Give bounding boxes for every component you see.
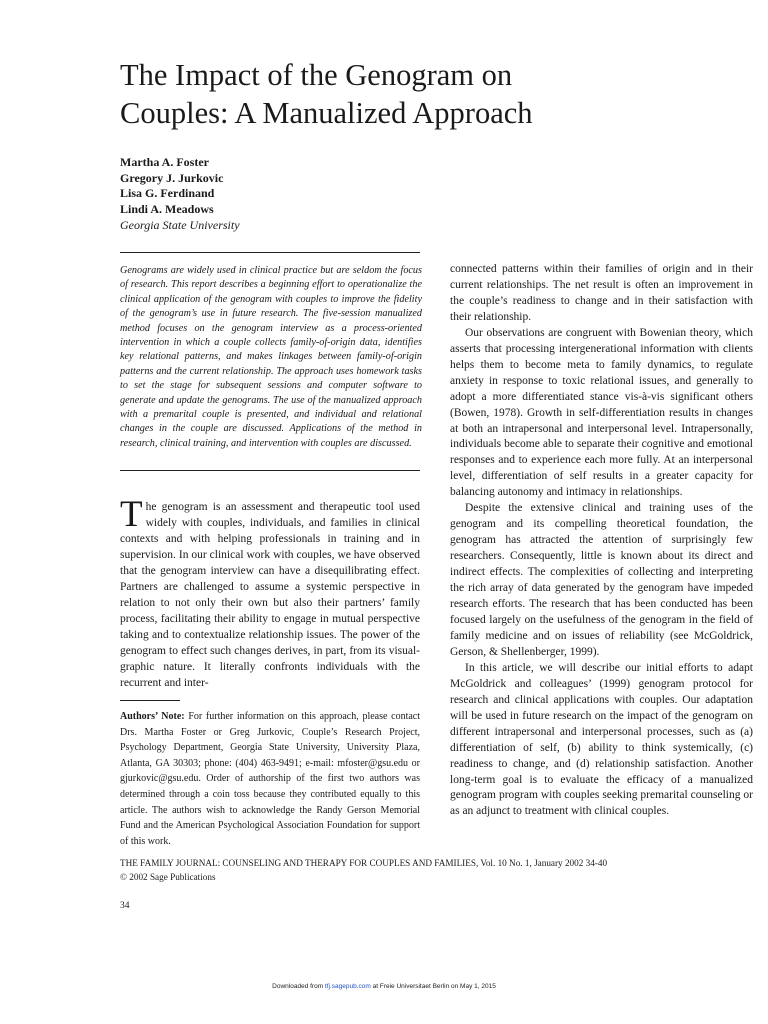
page-number: 34 bbox=[120, 901, 130, 911]
abstract-bottom-rule bbox=[120, 470, 420, 471]
paragraph: Our observations are congruent with Bowenian theory, which asserts that processing intergenerational information with clients helps them to become meta to family dynamics, to regulate anxiety in response to toxic relational issues, and generally to adopt a more differentiated stance vis-à-vis significant others (Bowen, 1978). Growth in self-differentiation results in changes at both an intrapersonal and interpersonal level. Intrapersonally, individuals become able to separate their cognitive and emotional responses and to experience each more fully. At an interpersonal level, differentiation of self results in a greater capacity for balancing autonomy and intimacy in relationships. bbox=[450, 326, 753, 499]
title-line-1: The Impact of the Genogram on bbox=[120, 58, 513, 92]
authors-note-text: For further information on this approach, please contact Drs. Martha Foster or Greg Jurkovic, Couple’s Research Project, Psychology Department, Georgia State University, University Plaza, Atlanta, GA 30303; phone: (404) 463-9491; e-mail: mfoster@gsu.edu or gjurkovic@gsu.edu. Order of authorship of the first two authors was determined through a coin toss because they contributed equally to this article. The authors wish to acknowledge the Randy Gerson Memorial Fund and the American Psychological Association Foundation for support of this work. bbox=[120, 711, 420, 847]
download-link[interactable]: tfj.sagepub.com bbox=[324, 983, 371, 990]
body-left-text: he genogram is an assessment and therapeutic tool used widely with couples, individuals, and families in clinical contexts and with helping professionals in training and in supervision. In our clinical work with couples, we have observed that the genogram interview can have a disequilibrating effect. Partners are challenged to assume a systemic perspective in relation to not only their own but also their partners’ family process, facilitating their ability to engage in mutual perspective taking and to contextualize relationship issues. The power of the genogram to effect such changes derives, in part, from its visual-graphic nature. It literally confronts individuals with the recurrent and inter- bbox=[120, 501, 420, 689]
copyright-line: © 2002 Sage Publications bbox=[120, 872, 216, 882]
download-suffix: at Freie Universitaet Berlin on May 1, 2015 bbox=[370, 983, 496, 990]
authors-note-label: Authors’ Note: bbox=[120, 711, 185, 722]
author-name: Lindi A. Meadows bbox=[120, 202, 214, 217]
abstract-top-rule bbox=[120, 252, 420, 253]
paragraph: Despite the extensive clinical and training uses of the genogram and its compelling theoretical foundation, the genogram has attracted the attention of surprisingly few researchers. Consequently, little is known about its direct and indirect effects. The complexities of collecting and interpreting the rich array of data generated by the genogram have impeded research efforts. The research that has been conducted has been focused largely on the usefulness of the genogram in the field of family medicine and on issues of reliability (see McGoldrick, Gerson, & Shellenberger, 1999). bbox=[450, 502, 753, 658]
body-right-column bbox=[450, 262, 753, 820]
drop-cap: T bbox=[120, 494, 143, 535]
body-left-column bbox=[120, 494, 420, 691]
title-line-2: Couples: A Manualized Approach bbox=[120, 96, 533, 130]
download-notice bbox=[0, 983, 768, 990]
journal-citation bbox=[120, 856, 740, 884]
paragraph: connected patterns within their families of origin and in their current relationships. The net result is often an improvement in the couple’s readiness to change and in their satisfaction with their relationship. bbox=[450, 263, 753, 323]
download-prefix: Downloaded from bbox=[272, 983, 325, 990]
author-name: Lisa G. Ferdinand bbox=[120, 186, 215, 201]
footnote-rule bbox=[120, 700, 180, 701]
affiliation: Georgia State University bbox=[120, 217, 240, 232]
author-name: Martha A. Foster bbox=[120, 155, 209, 169]
journal-line: THE FAMILY JOURNAL: COUNSELING AND THERAPY FOR COUPLES AND FAMILIES, Vol. 10 No. 1, January 2002 34-40 bbox=[120, 858, 608, 868]
paragraph: In this article, we will describe our initial efforts to adapt McGoldrick and colleagues’ (1999) genogram protocol for research and clinical applications with couples. Our adaptation will be used in future research on the impact of the genogram on different intrapersonal and interpersonal processes, such as (a) differentiation of self, (b) ability to think systemically, (c) readiness to change, and (d) relationship satisfaction. Another long-term goal is to evaluate the efficacy of a manualized genogram program with couples seeking premarital counseling or as an adjunct to treatment with clinical couples. bbox=[450, 661, 753, 818]
author-name: Gregory J. Jurkovic bbox=[120, 170, 224, 185]
authors-note bbox=[120, 709, 420, 849]
author-block bbox=[120, 155, 420, 234]
abstract: Genograms are widely used in clinical practice but are seldom the focus of research. This report describes a beginning effort to operationalize the clinical application of the genogram with couples to improve the fidelity of the genogram’s use in future research. The five-session manualized method focuses on the genogram interview as a process-oriented intervention in which a couple collects family-of-origin data, identifies key relational patterns, and makes linkages between family-of-origin patterns and the current relationship. The approach uses homework tasks to set the stage for subsequent sessions and computer software to generate and update the genograms. The use of the manualized approach with a premarital couple is presented, and individual and relational changes in the couple are discussed. Applications of the method in research, clinical training, and intervention with couples are discussed. bbox=[120, 265, 422, 449]
article-title bbox=[120, 56, 680, 132]
